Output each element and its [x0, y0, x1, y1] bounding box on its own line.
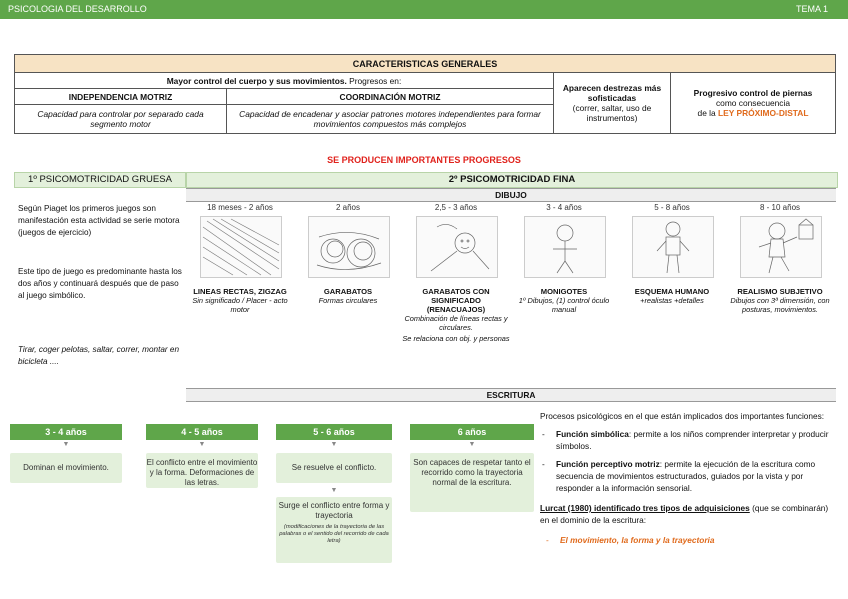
independence-text: Capacidad para controlar por separado cada segmento motor: [15, 105, 227, 134]
stage-3: [402, 203, 510, 343]
zigzag-sketch: [200, 216, 282, 278]
gruesa-title: 1º PSICOMOTRICIDAD GRUESA: [14, 172, 186, 188]
stage-4-age: 3 - 4 años: [546, 203, 582, 212]
perceptive-function-text: : permite la ejecución de la escritura como secuencia de movimientos estructurados, guiados por la vista y por responder a la información sensorial.: [556, 459, 816, 493]
escritura-card-3b: [276, 497, 392, 563]
gruesa-p1: Según Piaget los primeros juegos son manifestación esta actividad se serie motora (juegos de ejercicio): [18, 204, 180, 237]
legs-text1: como consecuencia: [715, 98, 791, 108]
stage-3-desc2: Se relaciona con obj. y personas: [402, 334, 510, 343]
gruesa-p3: Tirar, coger pelotas, saltar, correr, montar en bicicleta ....: [18, 345, 180, 366]
scribble-sketch: [308, 216, 390, 278]
escritura-card-1: Dominan el movimiento.: [10, 453, 122, 483]
progress-rest: Progresos en:: [346, 75, 402, 86]
stage-1: [186, 203, 294, 314]
arrow-3: ▼: [330, 441, 338, 448]
stage-5-title: ESQUEMA HUMANO: [634, 287, 710, 296]
dibujo-header: DIBUJO: [186, 188, 836, 202]
escritura-card-2: El conflicto entre el movimiento y la forma. Deformaciones de las letras.: [146, 453, 258, 488]
lurcat-title: Lurcat (1980) identificado tres tipos de adquisiciones: [540, 503, 750, 513]
lurcat-paragraph: [540, 502, 830, 526]
coordination-text: Capacidad de encadenar y asociar patrones motores independientes para formar movimientos compuestos más complejos: [227, 105, 554, 134]
escritura-card-4: Son capaces de respetar tanto el recorrido como la trayectoria normal de la escritura.: [410, 453, 534, 512]
right-text: [540, 410, 830, 546]
top-bar: [0, 0, 848, 19]
independence-head: INDEPENDENCIA MOTRIZ: [15, 89, 227, 105]
drawing-stages: [186, 203, 836, 386]
symbolic-function-text: : permite a los niños comprender interpretar y producir símbolos.: [556, 429, 829, 451]
conflict-note: (modificaciones de la trayectoria de las palabras o el sentido del recorrido de cada letra): [279, 524, 389, 544]
lurcat-text: (que se combinarán) en el dominio de la escritura:: [540, 503, 829, 525]
arrow-1: ▼: [62, 441, 70, 448]
conflict-text: Surge el conflicto entre forma y trayectoria: [278, 501, 390, 520]
stage-3-age: 2,5 - 3 años: [434, 203, 478, 212]
escritura-header: ESCRITURA: [186, 388, 836, 402]
stage-5: [618, 203, 726, 305]
stage-5-age: 5 - 8 años: [654, 203, 690, 212]
general-title: CARACTERISTICAS GENERALES: [15, 55, 836, 73]
stage-4: [510, 203, 618, 314]
skills-cell: [554, 73, 671, 134]
escritura-age-4: 6 años: [410, 424, 534, 440]
progress-bold: Mayor control del cuerpo y sus movimientos.: [166, 75, 347, 86]
general-characteristics-table: [14, 54, 836, 134]
symbolic-function-title: Función simbólica: [556, 429, 629, 439]
arrow-3b: ▼: [330, 487, 338, 494]
processes-intro: Procesos psicológicos en el que están implicados dos importantes funciones:: [540, 411, 825, 421]
stage-1-title: LINEAS RECTAS, ZIGZAG: [193, 287, 287, 296]
stage-2: [294, 203, 402, 305]
proximo-distal-law: LEY PRÓXIMO-DISTAL: [718, 108, 809, 118]
stage-1-desc: Sin significado / Placer - acto motor: [192, 296, 288, 314]
progress-row: [15, 73, 554, 89]
legs-text2: de la: [697, 108, 719, 118]
stage-4-desc: 1º Dibujos, (1) control óculo manual: [518, 296, 610, 314]
stage-6-desc: Dibujos con 3ª dimensión, con posturas, movimientos.: [730, 296, 830, 314]
arrow-2: ▼: [198, 441, 206, 448]
stage-2-title: GARABATOS: [323, 287, 373, 296]
escritura-card-3: Se resuelve el conflicto.: [276, 453, 392, 483]
gruesa-p2: Este tipo de juego es predominante hasta los dos años y continuará después que de paso al juego simbólico.: [18, 267, 182, 300]
symbolic-function: - Función simbólica: permite a los niños comprender interpretar y producir símbolos.: [542, 429, 829, 451]
stage-1-age: 18 meses - 2 años: [207, 203, 273, 212]
arrow-4: ▼: [468, 441, 476, 448]
realism-sketch: [740, 216, 822, 278]
stage-5-desc: +realistas +detalles: [640, 296, 704, 305]
perceptive-function: - Función perceptivo motriz: permite la ejecución de la escritura como secuencia de movimientos estructurados, guiados por la vista y por responder a la información sensorial.: [542, 459, 816, 493]
stage-6-age: 8 - 10 años: [759, 203, 801, 212]
stage-3-desc: Combinación de líneas rectas y circulares.: [404, 314, 508, 332]
stage-3-title: GARABATOS CON SIGNIFICADO (RENACUAJOS): [422, 287, 490, 314]
fina-title: 2º PSICOMOTRICIDAD FINA: [186, 172, 838, 188]
three-acquisitions: - El movimiento, la forma y la trayectoria: [546, 535, 715, 545]
skills-text: (correr, saltar, uso de instrumentos): [572, 103, 652, 123]
perceptive-function-title: Función perceptivo motriz: [556, 459, 660, 469]
coordination-head: COORDINACIÓN MOTRIZ: [227, 89, 554, 105]
progress-banner-text: SE PRODUCEN IMPORTANTES PROGRESOS: [327, 155, 521, 165]
stage-4-title: MONIGOTES: [540, 287, 588, 296]
tadpole-sketch: [416, 216, 498, 278]
escritura-age-2: 4 - 5 años: [146, 424, 258, 440]
stage-2-age: 2 años: [335, 203, 361, 212]
legs-title: Progresivo control de piernas: [693, 88, 813, 98]
stick-figure-sketch: [524, 216, 606, 278]
human-scheme-sketch: [632, 216, 714, 278]
stage-6: [726, 203, 834, 314]
subject-title: PSICOLOGIA DEL DESARROLLO: [8, 4, 147, 14]
stage-2-desc: Formas circulares: [318, 296, 378, 305]
acquisitions-text: El movimiento, la forma y la trayectoria: [560, 535, 715, 545]
escritura-age-1: 3 - 4 años: [10, 424, 122, 440]
skills-title: Aparecen destrezas más sofisticadas: [562, 83, 662, 103]
escritura-age-3: 5 - 6 años: [276, 424, 392, 440]
legs-cell: [671, 73, 836, 134]
topic-label: TEMA 1: [795, 4, 828, 14]
progress-banner: [0, 155, 848, 165]
stage-6-title: REALISMO SUBJETIVO: [737, 287, 823, 296]
